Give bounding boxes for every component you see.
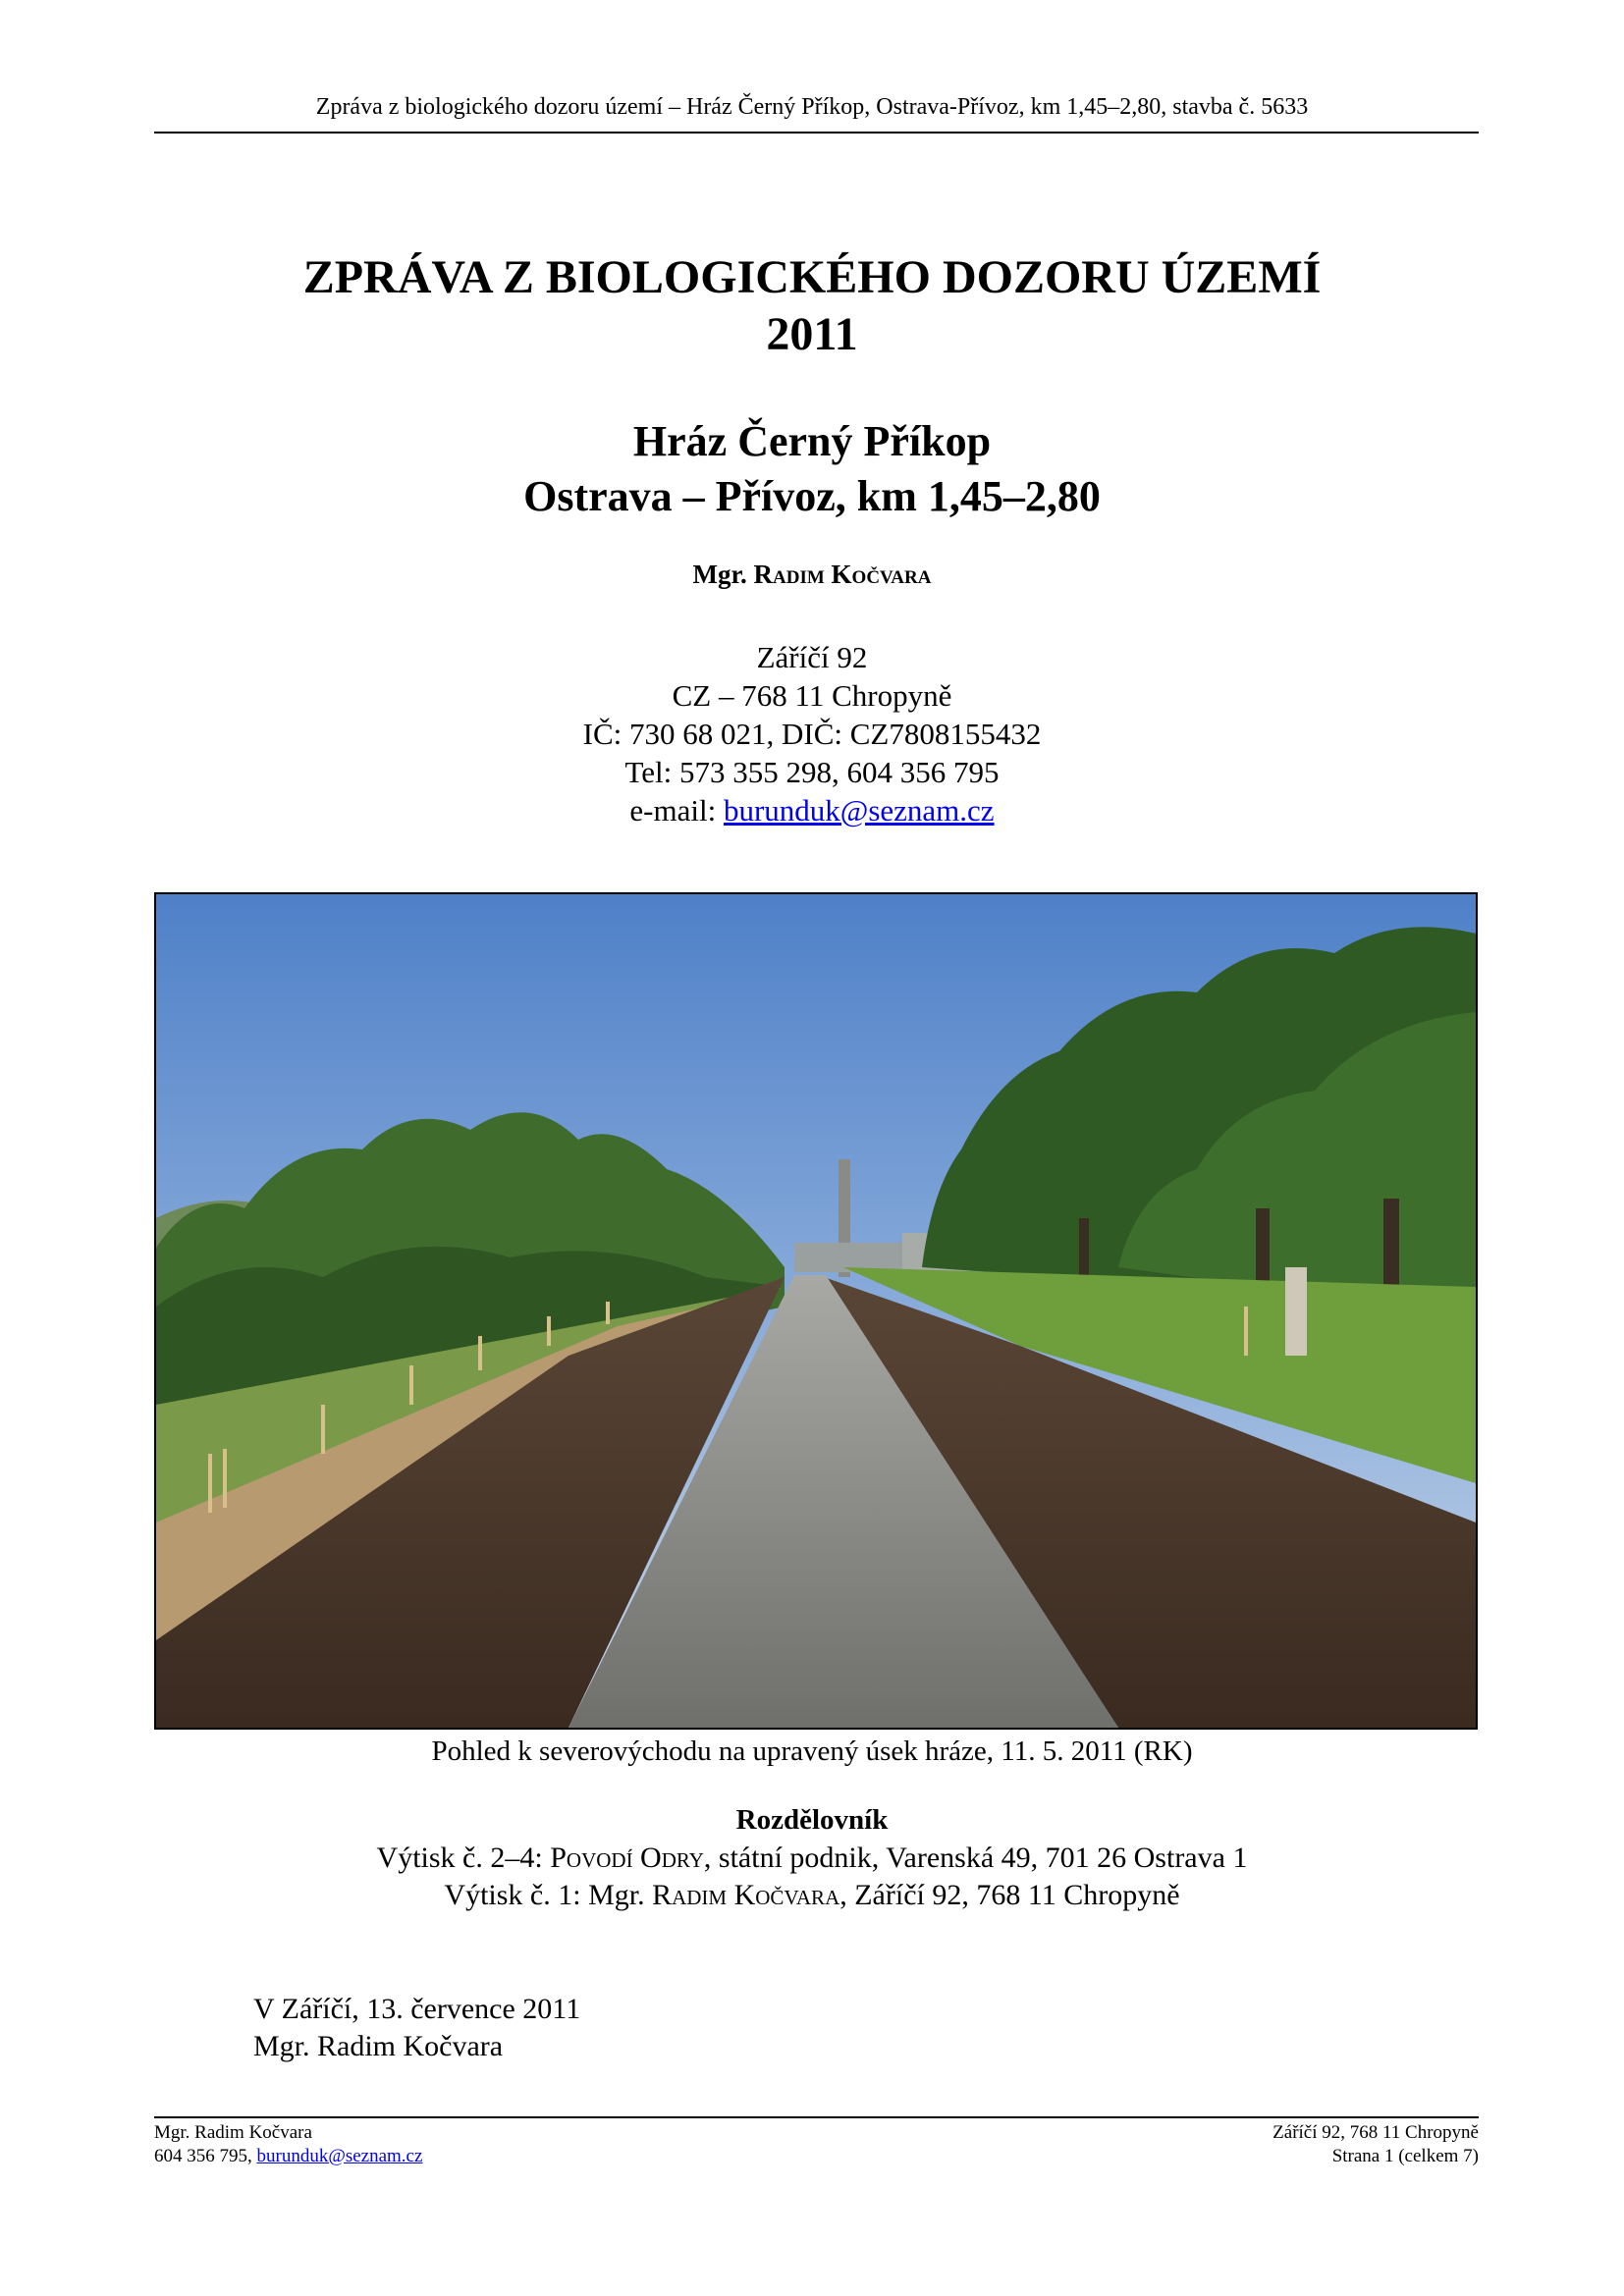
dist2-prefix: Výtisk č. 1: Mgr. xyxy=(444,1879,653,1911)
distribution-line-2 xyxy=(0,1879,1624,1912)
dist2-name: Radim Kočvara xyxy=(652,1879,840,1911)
email-label: e-mail: xyxy=(629,793,724,828)
address-block xyxy=(0,638,1624,829)
address-street: Záříčí 92 xyxy=(756,640,868,674)
site-location: Ostrava – Přívoz, km 1,45–2,80 xyxy=(523,472,1101,520)
dike-photo-illustration xyxy=(156,894,1476,1728)
author-prefix: Mgr. xyxy=(692,560,754,589)
dist1-prefix: Výtisk č. 2–4: xyxy=(376,1842,551,1874)
signature-name: Mgr. Radim Kočvara xyxy=(253,2030,504,2062)
running-header: Zpráva z biologického dozoru území – Hráz Černý Příkop, Ostrava-Přívoz, km 1,45–2,80, stavba č. 5633 xyxy=(315,94,1309,120)
site-photo xyxy=(154,892,1478,1730)
address-city: CZ – 768 11 Chropyně xyxy=(672,678,952,713)
footer-left-contact xyxy=(154,2146,422,2167)
dist2-rest: , Záříčí 92, 768 11 Chropyně xyxy=(839,1879,1180,1911)
footer-phone: 604 356 795, xyxy=(154,2146,257,2166)
report-year: 2011 xyxy=(766,308,858,360)
dist1-rest: , státní podnik, Varenská 49, 701 26 Ostrava 1 xyxy=(703,1842,1248,1874)
address-tel: Tel: 573 355 298, 604 356 795 xyxy=(624,755,1000,789)
email-link[interactable]: burunduk@seznam.cz xyxy=(723,793,995,828)
address-ids: IČ: 730 68 021, DIČ: CZ7808155432 xyxy=(582,717,1042,751)
header-rule xyxy=(154,132,1479,133)
footer-rule xyxy=(154,2116,1479,2118)
signature-place-date: V Záříčí, 13. července 2011 xyxy=(253,1993,581,2025)
distribution-title: Rozdělovník xyxy=(735,1804,889,1836)
footer-page-number: Strana 1 (celkem 7) xyxy=(1331,2146,1479,2166)
footer-right-address: Záříčí 92, 768 11 Chropyně xyxy=(1272,2122,1479,2143)
author-name: Radim Kočvara xyxy=(753,560,932,589)
distribution-line-1 xyxy=(0,1842,1624,1875)
dist1-org: Povodí Odry xyxy=(550,1842,704,1874)
footer-left-name: Mgr. Radim Kočvara xyxy=(154,2122,312,2143)
report-title: ZPRÁVA Z BIOLOGICKÉHO DOZORU ÚZEMÍ xyxy=(302,251,1322,303)
address-email-line xyxy=(0,791,1624,829)
author xyxy=(0,560,1624,590)
footer-email-link[interactable]: burunduk@seznam.cz xyxy=(256,2146,423,2166)
site-title: Hráz Černý Příkop xyxy=(632,417,992,465)
photo-caption: Pohled k severovýchodu na upravený úsek hráze, 11. 5. 2011 (RK) xyxy=(431,1735,1193,1767)
